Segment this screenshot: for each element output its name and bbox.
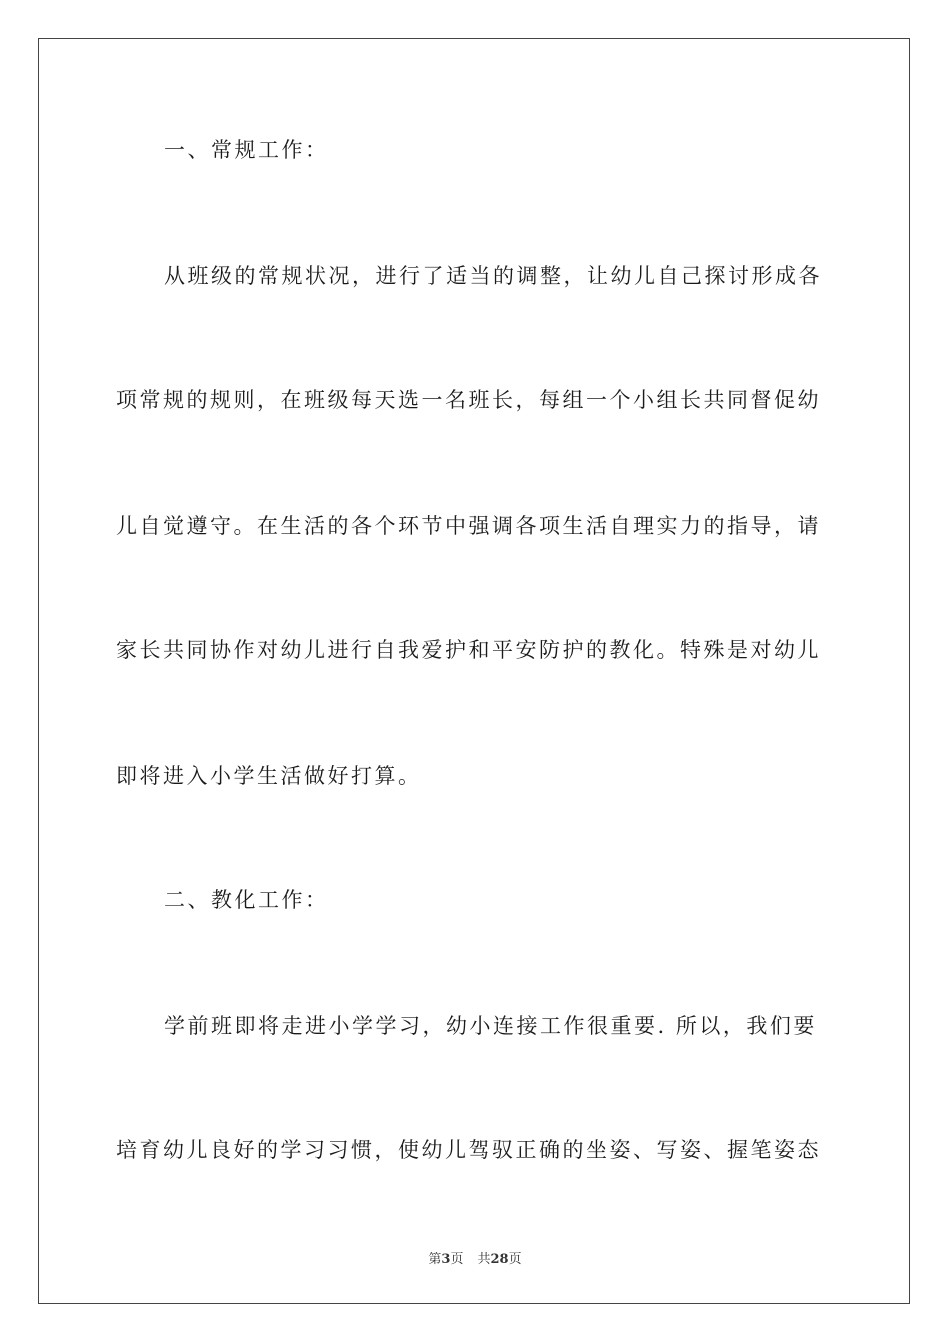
paragraph-line: 儿自觉遵守。在生活的各个环节中强调各项生活自理实力的指导，请 [116,514,821,538]
paragraph-line: 即将进入小学生活做好打算。 [116,764,422,788]
paragraph-line: 学前班即将走进小学学习，幼小连接工作很重要. 所以，我们要 [164,1014,817,1038]
footer-page-suffix: 页 [450,1252,464,1267]
paragraph-line: 从班级的常规状况，进行了适当的调整，让幼儿自己探讨形成各 [164,264,822,288]
footer-total-number: 28 [490,1252,509,1267]
footer-page-prefix: 第 [428,1252,442,1267]
section-heading-routine: 一、常规工作： [164,138,329,162]
page-border [38,38,910,1304]
footer-total-prefix: 共 [477,1252,491,1267]
page-footer [0,1248,950,1267]
section-heading-education: 二、教化工作： [164,888,329,912]
paragraph-line: 家长共同协作对幼儿进行自我爱护和平安防护的教化。特殊是对幼儿 [116,638,821,662]
footer-page-number: 3 [441,1252,451,1267]
footer-total-suffix: 页 [508,1252,522,1267]
paragraph-line: 项常规的规则，在班级每天选一名班长，每组一个小组长共同督促幼 [116,388,821,412]
paragraph-line: 培育幼儿良好的学习习惯，使幼儿驾驭正确的坐姿、写姿、握笔姿态 [116,1138,821,1162]
